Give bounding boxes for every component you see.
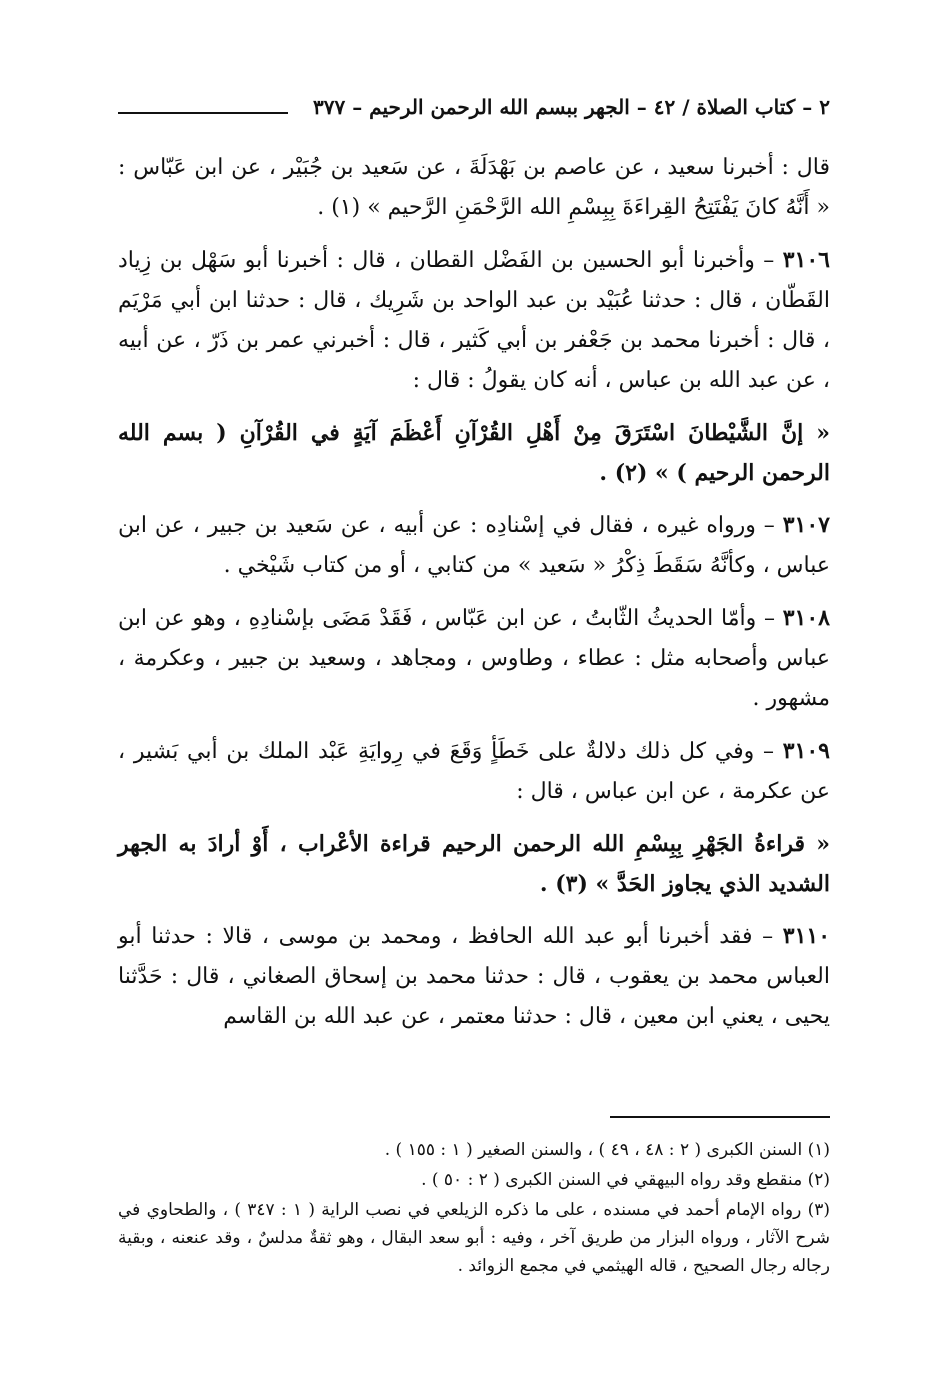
running-title: ٢ – كتاب الصلاة / ٤٢ – الجهر ببسم الله الرحمن الرحيم – ٣٧٧ [313,95,830,119]
quote-paragraph-2 [118,824,830,904]
paragraph-text: – ورواه غيره ، فقال في إسْنادِه : عن أبيه ، عن سَعيد بن جبير ، عن ابن عباس ، وكأنَّهُ سَقَطَ ذِكْرُ « سَعيد » من كتابي ، أو من كتاب شَيْخي . [118,513,830,578]
footnote-rule [610,1116,830,1118]
paragraph-1 [118,148,830,228]
footnote-1: (١) السنن الكبرى ( ٢ : ٤٨ ، ٤٩ ) ، والسنن الصغير ( ١ : ١٥٥ ) . [384,1140,830,1160]
paragraph-number: ٣١٠٦ [782,247,830,273]
paragraph-3106 [118,240,830,401]
running-header [118,92,830,122]
footnote-2: (٢) منقطع وقد رواه البيهقي في السنن الكبرى ( ٢ : ٥٠ ) . [421,1170,830,1190]
paragraph-number: ٣١٠٩ [782,738,830,764]
paragraph-3107 [118,505,830,586]
paragraph-text: – وأخبرنا أبو الحسين بن الفَضْل القطان ، قال : أخبرنا أبو سَهْل بن زِياد القَطّان ، قال : حدثنا عُبَيْد بن عبد الواحد بن شَرِيك ، قال : حدثنا ابن أبي مَرْيَم ، قال : أخبرنا محمد بن جَعْفر بن أبي كَثير ، قال : أخبرني عمر بن ذَرّ ، عن أبيه ، عن عبد الله بن عباس ، أنه كان يقولُ : قال : [118,248,830,393]
paragraph-text: – وأمّا الحديثُ الثّابتُ ، عن ابن عَبّاس ، فَقَدْ مَضَى بإسْنادِهِ ، وهو عن ابن عباس وأصحابه مثل : عطاء ، وطاوس ، ومجاهد ، وسعيد بن جبير ، وعكرمة ، مشهور . [118,606,830,711]
quote-paragraph-1 [118,413,830,493]
paragraph-3109 [118,731,830,812]
paragraph-text: « قراءةُ الجَهْرِ بِبِسْمِ الله الرحمن الرحيم قراءة الأعْراب ، أَوْ أرادَ به الجهر الشديد الذي يجاوز الحَدَّ » (٣) . [118,831,830,897]
footnotes [118,1134,830,1282]
paragraph-3110 [118,916,830,1037]
paragraph-number: ٣١١٠ [782,923,831,949]
paragraph-text: « إنَّ الشَّيْطانَ اسْتَرَقَ مِنْ أَهْلِ القُرْآنِ أَعْظَمَ آيَةٍ في القُرْآنِ ( بسم الله الرحمن الرحيم ) » (٢) . [118,420,830,486]
paragraph-text: قال : أخبرنا سعيد ، عن عاصم بن بَهْدَلَةَ ، عن سَعيد بن جُبَيْر ، عن ابن عَبّاس : « أَنَّهُ كانَ يَفْتَتِحُ القِراءَةَ بِبِسْمِ الله الرَّحْمَنِ الرَّحيم » (١) . [118,155,830,220]
paragraph-number: ٣١٠٧ [782,512,830,538]
header-rule [118,112,288,114]
paragraph-text: – فقد أخبرنا أبو عبد الله الحافظ ، ومحمد بن موسى ، قالا : حدثنا أبو العباس محمد بن يعقوب ، قال : حدثنا محمد بن إسحاق الصغاني ، قال : حَدَّثنا يحيى ، يعني ابن معين ، قال : حدثنا معتمر ، عن عبد الله بن القاسم [118,924,830,1029]
main-text [118,148,830,1049]
paragraph-text: – وفي كل ذلك دلالةٌ على خَطَأٍ وَقَعَ في رِوايَةِ عَبْد الملك بن أبي بَشير ، عن عكرمة ، عن ابن عباس ، قال : [118,739,830,804]
paragraph-3108 [118,598,830,719]
footnote-3: (٣) رواه الإمام أحمد في مسنده ، على ما ذكره الزيلعي في نصب الراية ( ١ : ٣٤٧ ) ، والطحاوي في شرح الآثار ، ورواه البزار من طريق آخر ، وفيه : أبو سعد البقال ، وهو ثقةٌ مدلسٌ ، وقد عنعنه ، وبقية رجاله رجال الصحيح ، قاله الهيثمي في مجمع الزوائد . [118,1200,830,1276]
paragraph-number: ٣١٠٨ [782,605,830,631]
